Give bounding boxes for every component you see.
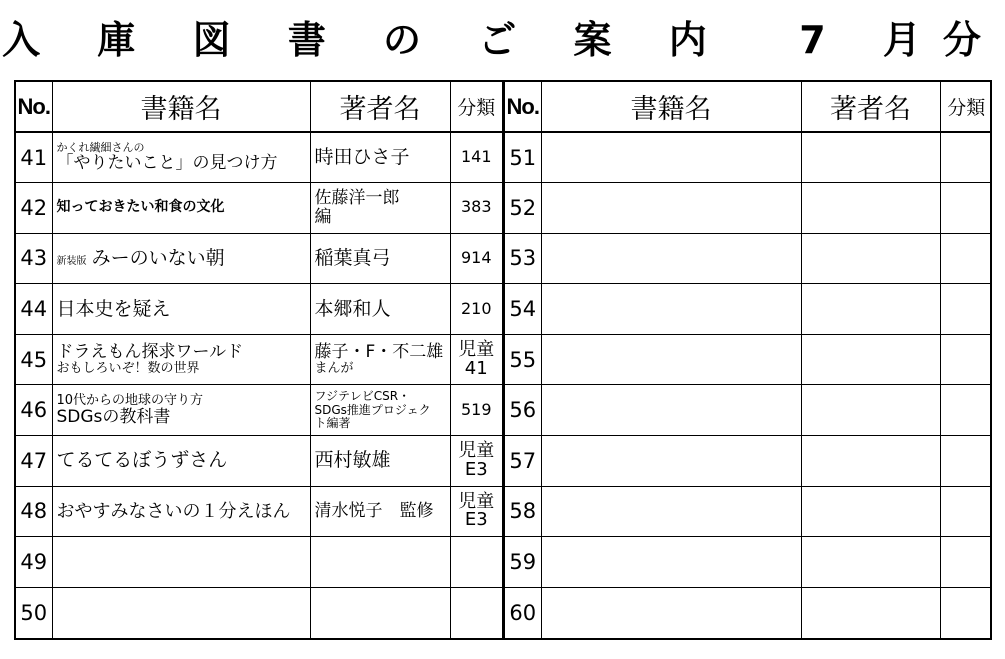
author-cell — [310, 132, 450, 183]
header-author: 著者名 — [310, 82, 450, 132]
book-title-cell — [541, 436, 801, 487]
book-title-cell — [541, 385, 801, 436]
table-row — [505, 284, 992, 335]
classification-cell — [450, 284, 502, 335]
header-row — [505, 82, 992, 132]
book-title-main: SDGsの教科書 — [56, 407, 171, 428]
author-cell — [310, 233, 450, 284]
book-list-sheet — [14, 80, 992, 640]
book-title-main: 「やりたいこと」の見つけ方 — [56, 153, 278, 174]
header-book-title: 書籍名 — [52, 82, 310, 132]
author-cell — [801, 385, 940, 436]
book-title-cell — [52, 436, 310, 487]
classification-cell — [940, 183, 992, 234]
table-row — [16, 385, 502, 436]
author-name: 時田ひさ子 — [314, 146, 410, 169]
book-title-cell — [52, 587, 310, 638]
row-number: 50 — [16, 587, 52, 638]
header-no: No. — [16, 82, 52, 132]
book-title-cell — [52, 284, 310, 335]
classification-code: 383 — [460, 197, 492, 217]
book-title-cell — [541, 537, 801, 588]
author-role: まんが — [314, 360, 354, 376]
table-row — [505, 334, 992, 385]
author-cell — [801, 334, 940, 385]
table-row — [16, 486, 502, 537]
book-title-main: みーのいない朝 — [91, 247, 225, 270]
row-number: 57 — [505, 436, 541, 487]
author-line: フジテレビCSR・ — [314, 389, 411, 404]
table-row — [505, 183, 992, 234]
row-number: 54 — [505, 284, 541, 335]
author-name: 清水悦子 監修 — [314, 501, 434, 522]
author-name: 本郷和人 — [314, 297, 391, 320]
table-row — [505, 486, 992, 537]
right-book-table — [505, 82, 992, 638]
author-line: SDGs推進プロジェク — [314, 402, 431, 417]
classification-code: 519 — [460, 399, 492, 419]
row-number: 52 — [505, 183, 541, 234]
classification-cell — [940, 233, 992, 284]
header-row — [16, 82, 502, 132]
book-title-cell — [52, 183, 310, 234]
author-line: ト編著 — [314, 415, 351, 430]
row-number: 53 — [505, 233, 541, 284]
author-cell — [310, 436, 450, 487]
author-cell — [310, 587, 450, 638]
author-cell — [310, 183, 450, 234]
author-cell — [310, 334, 450, 385]
classification-cell — [940, 587, 992, 638]
author-name: 稲葉真弓 — [314, 247, 391, 270]
author-cell — [801, 284, 940, 335]
row-number: 55 — [505, 334, 541, 385]
table-row — [16, 587, 502, 638]
author-name: 佐藤洋一郎 — [314, 188, 400, 209]
book-title-main: おやすみなさいの１分えほん — [56, 500, 291, 522]
classification-cell — [940, 537, 992, 588]
book-title-cell — [52, 132, 310, 183]
table-row — [16, 284, 502, 335]
row-number: 43 — [16, 233, 52, 284]
book-title-cell — [541, 233, 801, 284]
author-cell — [310, 385, 450, 436]
author-cell — [801, 183, 940, 234]
header-no: No. — [505, 82, 541, 132]
classification-cell — [940, 284, 992, 335]
header-classification: 分類 — [940, 82, 992, 132]
book-title-small: 10代からの地球の守り方 — [56, 392, 204, 408]
row-number: 56 — [505, 385, 541, 436]
author-cell — [801, 486, 940, 537]
author-cell — [801, 537, 940, 588]
classification-cell — [940, 385, 992, 436]
table-row — [16, 183, 502, 234]
book-title-cell — [541, 486, 801, 537]
table-row — [16, 132, 502, 183]
table-row — [16, 537, 502, 588]
book-title-main: ドラえもん探求ワールド — [56, 342, 244, 363]
classification-cell — [450, 183, 502, 234]
row-number: 60 — [505, 587, 541, 638]
table-row — [505, 587, 992, 638]
classification-code: 41 — [464, 357, 488, 379]
table-row — [16, 436, 502, 487]
classification-cell — [450, 132, 502, 183]
book-title-cell — [52, 486, 310, 537]
row-number: 46 — [16, 385, 52, 436]
classification-cell — [450, 385, 502, 436]
header-book-title: 書籍名 — [541, 82, 801, 132]
table-row — [505, 233, 992, 284]
author-cell — [801, 436, 940, 487]
classification-code: E3 — [464, 509, 488, 531]
classification-category: 児童 — [458, 338, 495, 360]
book-title-cell — [541, 334, 801, 385]
author-cell — [310, 284, 450, 335]
book-title-cell — [541, 284, 801, 335]
book-title-cell — [52, 334, 310, 385]
author-name: 藤子・F・不二雄 — [314, 342, 444, 363]
book-title-cell — [52, 233, 310, 284]
classification-category: 児童 — [458, 490, 495, 512]
classification-cell — [450, 334, 502, 385]
table-row — [505, 537, 992, 588]
book-title-main: 知っておきたい和食の文化 — [56, 199, 225, 216]
row-number: 49 — [16, 537, 52, 588]
table-row — [505, 436, 992, 487]
header-author: 著者名 — [801, 82, 940, 132]
row-number: 42 — [16, 183, 52, 234]
row-number: 48 — [16, 486, 52, 537]
row-number: 44 — [16, 284, 52, 335]
table-row — [16, 233, 502, 284]
classification-cell — [940, 486, 992, 537]
book-title-cell — [541, 587, 801, 638]
table-row — [16, 334, 502, 385]
classification-cell — [940, 334, 992, 385]
author-name: 西村敏雄 — [314, 449, 391, 472]
row-number: 45 — [16, 334, 52, 385]
book-title-main: てるてるぼうずさん — [56, 449, 228, 472]
author-cell — [310, 486, 450, 537]
left-book-table — [16, 82, 502, 638]
classification-cell — [940, 132, 992, 183]
classification-cell — [450, 537, 502, 588]
book-title-small: かくれ繊細さんの — [56, 141, 145, 155]
book-title-prefix: 新装版 — [56, 256, 87, 268]
book-title-cell — [52, 537, 310, 588]
classification-cell — [450, 436, 502, 487]
book-title-cell — [541, 183, 801, 234]
author-cell — [310, 537, 450, 588]
author-cell — [801, 233, 940, 284]
table-row — [505, 132, 992, 183]
book-title-cell — [541, 132, 801, 183]
table-row — [505, 385, 992, 436]
left-table-section — [16, 82, 505, 638]
row-number: 58 — [505, 486, 541, 537]
page-title: 入 庫 図 書 の ご 案 内 7 月分 — [2, 17, 1003, 62]
classification-code: 141 — [460, 147, 492, 167]
classification-category: 児童 — [458, 439, 495, 461]
row-number: 41 — [16, 132, 52, 183]
classification-cell — [940, 436, 992, 487]
author-role: 編 — [314, 206, 332, 227]
classification-code: 210 — [460, 298, 492, 318]
row-number: 47 — [16, 436, 52, 487]
classification-cell — [450, 233, 502, 284]
book-title-main: 日本史を疑え — [56, 297, 171, 320]
author-cell — [801, 587, 940, 638]
classification-code: E3 — [464, 458, 488, 480]
author-cell — [801, 132, 940, 183]
book-title-sub: おもしろいぞ！数の世界 — [56, 360, 200, 376]
classification-code: 914 — [460, 248, 492, 268]
row-number: 59 — [505, 537, 541, 588]
classification-cell — [450, 486, 502, 537]
header-classification: 分類 — [450, 82, 502, 132]
book-title-cell — [52, 385, 310, 436]
right-table-section — [505, 82, 992, 638]
classification-cell — [450, 587, 502, 638]
row-number: 51 — [505, 132, 541, 183]
